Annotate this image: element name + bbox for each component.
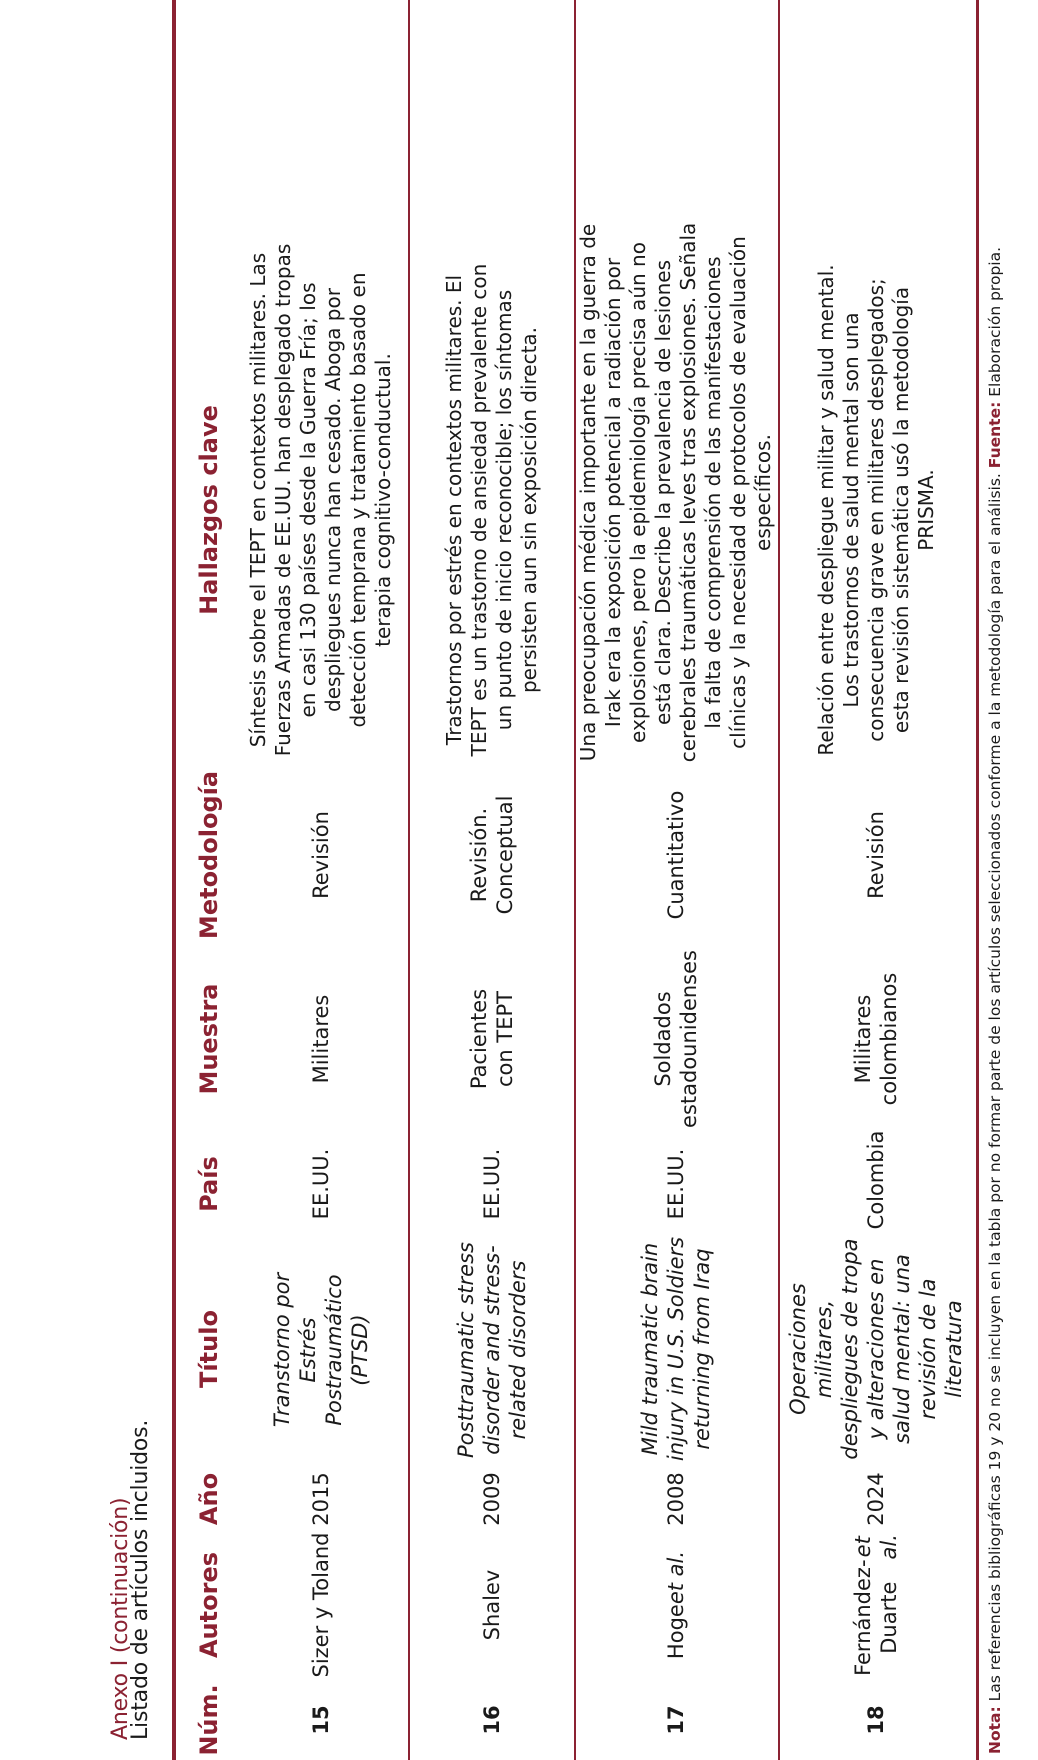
table-row xyxy=(780,0,972,1760)
row-divider xyxy=(408,0,410,1760)
table-row xyxy=(238,0,404,1760)
source-text: Elaboración propia. xyxy=(986,246,1004,402)
note-label: Nota: xyxy=(986,1706,1004,1754)
cell-pais: EE.UU. xyxy=(480,1148,504,1220)
cell-pais: Colombia xyxy=(864,1130,888,1230)
cell-autores: Sizer y Toland xyxy=(309,1532,333,1678)
table-note xyxy=(986,247,1004,1754)
author-name: Fernández-Duarte xyxy=(851,1559,901,1676)
cell-num: 17 xyxy=(664,1705,688,1735)
cell-titulo: Operaciones militares, despliegues de tropa y alteraciones en salud mental: una revisión de la literatura xyxy=(786,1238,966,1460)
cell-titulo: Transtorno por Estrés Postraumático (PTSD) xyxy=(270,1272,372,1428)
cell-autores: Shalev xyxy=(480,1569,504,1641)
header-titulo: Título xyxy=(195,1310,223,1388)
cell-hallazgos: Relación entre despliegue militar y salud mental. Los trastornos de salud mental son una consecuencia grave en militares desplegados; esta revisión sistemática usó la metodología PRISMA. xyxy=(813,264,938,756)
cell-anio: 2024 xyxy=(864,1472,888,1526)
cell-anio: 2009 xyxy=(480,1472,504,1526)
cell-muestra: Militares xyxy=(309,994,333,1084)
cell-metodologia: Cuantitativo xyxy=(664,790,688,920)
cell-metodologia: Revisión xyxy=(309,811,333,899)
cell-hallazgos: Síntesis sobre el TEPT en contextos militares. Las Fuerzas Armadas de EE.UU. han desplegado tropas en casi 130 países desde la Guerra Fría; los despliegues nunca han cesado. Aboga por detección temprana y tratamiento basado en terapia cognitivo-conductual. xyxy=(246,243,395,757)
header-pais: País xyxy=(195,1156,223,1212)
cell-num: 16 xyxy=(480,1705,504,1735)
author-name: Hoge xyxy=(664,1604,688,1660)
cell-metodologia: Revisión. Conceptual xyxy=(467,795,517,915)
cell-titulo: Posttraumatic stress disorder and stress-related disorders xyxy=(454,1242,530,1458)
cell-autores xyxy=(576,1530,776,1680)
cell-autores xyxy=(780,1534,972,1676)
header-num: Núm. xyxy=(195,1684,223,1756)
cell-muestra: Pacientes con TEPT xyxy=(467,988,517,1090)
header-metodologia: Metodología xyxy=(195,770,223,940)
cell-anio: 2015 xyxy=(309,1472,333,1526)
header-hallazgos: Hallazgos clave xyxy=(195,405,223,615)
source-label: Fuente: xyxy=(986,401,1004,469)
author-etal: et al. xyxy=(664,1550,688,1605)
note-text: Las referencias bibliográficas 19 y 20 no se incluyen en la tabla por no formar parte de los artículos seleccionados conforme a la metodología para el análisis. xyxy=(986,468,1004,1707)
cell-pais: EE.UU. xyxy=(309,1148,333,1220)
cell-pais: EE.UU. xyxy=(664,1148,688,1220)
cell-hallazgos: Trastornos por estrés en contextos militares. El TEPT es un trastorno de ansiedad prevalente con un punto de inicio reconocible; los síntomas persisten aun sin exposición directa. xyxy=(442,263,541,757)
table-row xyxy=(576,0,776,1760)
articles-table xyxy=(172,0,978,1760)
cell-num: 18 xyxy=(864,1705,888,1735)
cell-metodologia: Revisión xyxy=(864,811,888,899)
table-row xyxy=(412,0,572,1760)
header-anio: Año xyxy=(195,1472,223,1526)
header-autores: Autores xyxy=(195,1551,223,1659)
cell-anio: 2008 xyxy=(664,1472,688,1526)
cell-titulo: Mild traumatic brain injury in U.S. Soldiers returning from Iraq xyxy=(638,1236,714,1462)
cell-muestra: Soldados estadounidenses xyxy=(651,950,701,1128)
annex-subtitle: Listado de artículos incluidos. xyxy=(128,1419,153,1740)
table-bottom-rule xyxy=(976,0,979,1760)
cell-hallazgos: Una preocupación médica importante en la guerra de Irak era la exposición potencial a radiación por explosiones, pero la epidemiología precisa aún no está clara. Describe la prevalencia de lesiones cerebrales traumáticas leves tras explosiones. Señala la falta de comprensión de las manifestaciones clínicas y la necesidad de protocolos de evaluación específicos. xyxy=(576,222,775,763)
author-etal: et al. xyxy=(851,1534,901,1560)
header-muestra: Muestra xyxy=(195,983,223,1095)
cell-num: 15 xyxy=(309,1705,333,1735)
table-top-rule xyxy=(172,0,176,1760)
annex-caption: Anexo I (continuación) xyxy=(108,1497,133,1740)
cell-muestra: Militares colombianos xyxy=(851,972,901,1106)
